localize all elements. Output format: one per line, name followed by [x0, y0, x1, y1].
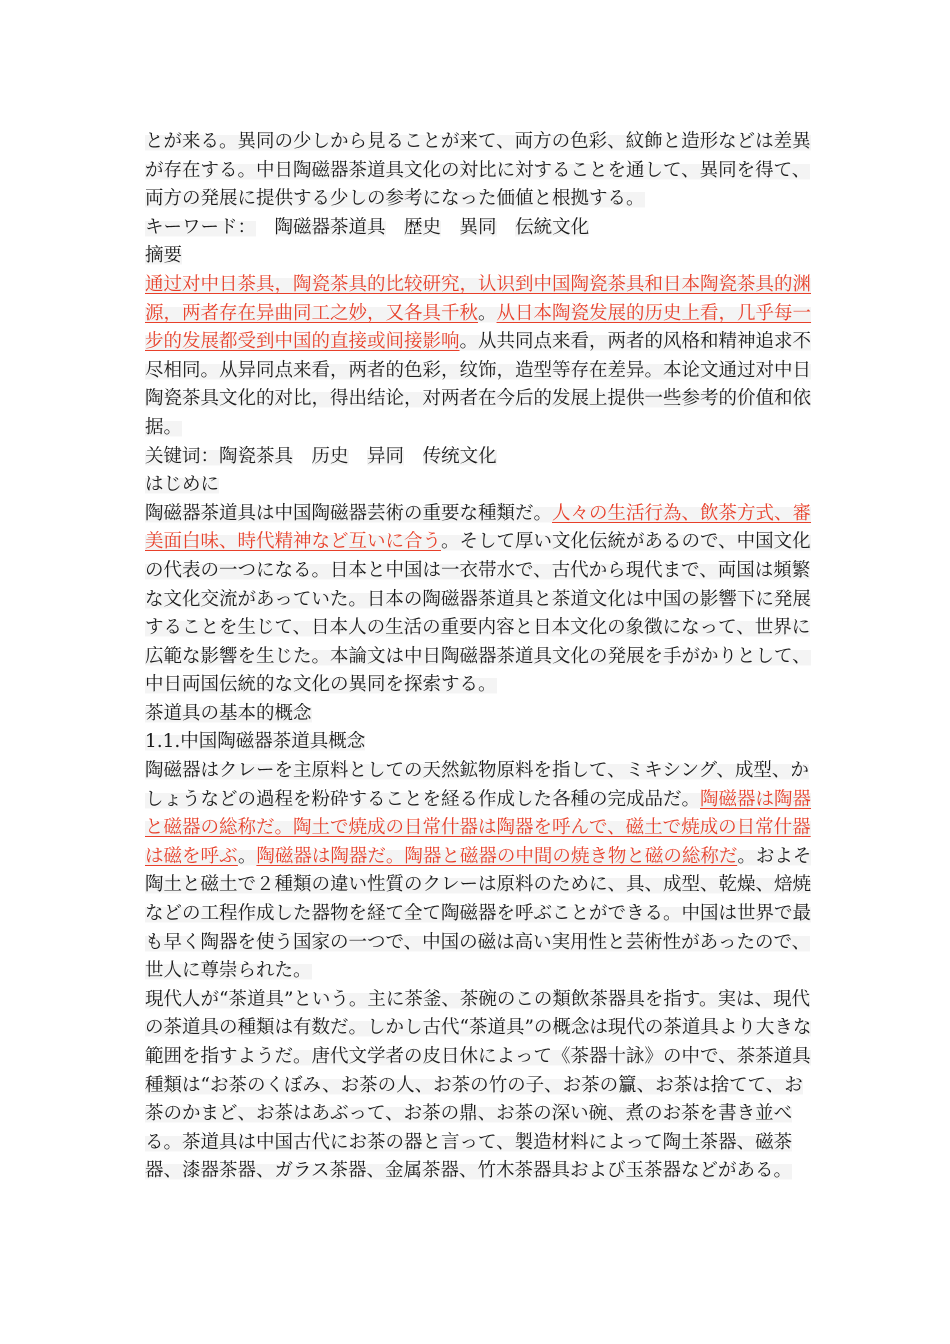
intro-paragraph: 陶磁器茶道具は中国陶磁器芸術の重要な種類だ。人々の生活行為、飲茶方式、審美面白味、時代精神など互いに合う。そして厚い文化伝統があるので、中国文化の代表の一つになる。日本と中国は一衣帯水で、古代から現代まで、両国は頻繁な文化交流があっていた。日本の陶磁器茶道具と茶道文化は中国の影響下に発展することを生じて、日本人の生活の重要内容と日本文化の象徴になって、世界に広範な影響を生じた。本論文は中日陶磁器茶道具文化の発展を手がかりとして、中日両国伝統的な文化の異同を探索する。 — [145, 502, 812, 696]
keywords-cn — [145, 443, 817, 472]
highlight-abstract-1: 通过对中日茶具，陶瓷茶具的比较研究，认识到中国陶瓷茶具和日本陶瓷茶具的渊源，两者存在异曲同工之妙，又各具千秋 — [145, 273, 812, 324]
keyword-cn-4: 传统文化 — [422, 445, 497, 467]
document-page — [145, 128, 817, 1186]
highlight-intro: 人々の生活行為、飲茶方式、審美面白味、時代精神など互いに合う — [145, 502, 812, 553]
keyword-cn-2: 历史 — [311, 445, 349, 467]
keyword-cn-1: 陶瓷茶具 — [219, 445, 294, 467]
keyword-cn-3: 异同 — [367, 445, 405, 467]
keyword-ja-2: 歴史 — [404, 216, 442, 238]
highlight-ceramics-2: 陶磁器は陶器だ。陶器と磁器の中間の焼き物と磁の総称だ — [256, 845, 738, 867]
highlight-ceramics-1: 陶磁器は陶器と磁器の総称だ。陶土で焼成の日常什器は陶器を呼んで、磁土で焼成の日常什器は磁を呼ぶ — [145, 788, 812, 867]
abstract-ja-tail: とが来る。異同の少しから見ることが来て、両方の色彩、紋飾と造形などは差異が存在する。中日陶磁器茶道具文化の対比に対することを通して、異同を得て、両方の発展に提供する少しの参考になった価値と根拠する。 — [145, 131, 811, 210]
ceramics-paragraph: 陶磁器はクレーを主原料としての天然鉱物原料を指して、ミキシング、成型、かしょうなどの過程を粉砕することを経る作成した各種の完成品だ。陶磁器は陶器と磁器の総称だ。陶土で焼成の日常什器は陶器を呼んで、磁土で焼成の日常什器は磁を呼ぶ。陶磁器は陶器だ。陶器と磁器の中間の焼き物と磁の総称だ。およそ陶土と磁土で２種類の違い性質のクレーは原料のために、具、成型、乾燥、焙焼などの工程作成した器物を経て全て陶磁器を呼ぶことができる。中国は世界で最も早く陶器を使う国家の一つで、中国の磁は高い実用性と芸術性があったので、世人に尊崇られた。 — [145, 760, 812, 982]
abstract-cn: 通过对中日茶具，陶瓷茶具的比较研究，认识到中国陶瓷茶具和日本陶瓷茶具的渊源，两者存在异曲同工之妙，又各具千秋。从日本陶瓷发展的历史上看，几乎每一步的发展都受到中国的直接或间接影响。从共同点来看，两者的风格和精神追求不尽相同。从异同点来看，两者的色彩，纹饰，造型等存在差异。本论文通过对中日陶瓷茶具文化的对比，得出结论，对两者在今后的发展上提供一些参考的价值和依据。 — [145, 273, 812, 438]
keywords-ja — [145, 214, 817, 243]
subsection-heading: 1.1.中国陶磁器茶道具概念 — [145, 731, 366, 753]
keywords-ja-label: キーワード： — [145, 216, 257, 238]
keyword-ja-4: 伝統文化 — [515, 216, 590, 238]
highlight-abstract-2: 从日本陶瓷发展的历史上看，几乎每一步的发展都受到中国的直接或间接影响 — [145, 302, 812, 353]
modern-tea-paragraph: 現代人が“茶道具”という。主に茶釜、茶碗のこの類飲茶器具を指す。実は、現代の茶道具の種類は有数だ。しかし古代“茶道具”の概念は現代の茶道具より大きな範囲を指すようだ。唐代文学者の皮日休によって《茶器十詠》の中で、茶茶道具種類は“お茶のくぼみ、お茶の人、お茶の竹の子、お茶の籯、お茶は捨てて、お茶のかまど、お茶はあぶって、お茶の鼎、お茶の深い碗、煮のお茶を書き並べる。茶道具は中国古代にお茶の器と言って、製造材料によって陶土茶器、磁茶器、漆器茶器、ガラス茶器、金属茶器、竹木茶器具および玉茶器などがある。 — [145, 988, 812, 1182]
keyword-ja-3: 異同 — [459, 216, 497, 238]
keyword-ja-1: 陶磁器茶道具 — [274, 216, 386, 238]
intro-heading: はじめに — [145, 474, 220, 496]
section-heading: 茶道具の基本的概念 — [145, 702, 312, 724]
abstract-cn-heading: 摘要 — [145, 245, 183, 267]
keywords-cn-label: 关键词： — [145, 445, 220, 467]
